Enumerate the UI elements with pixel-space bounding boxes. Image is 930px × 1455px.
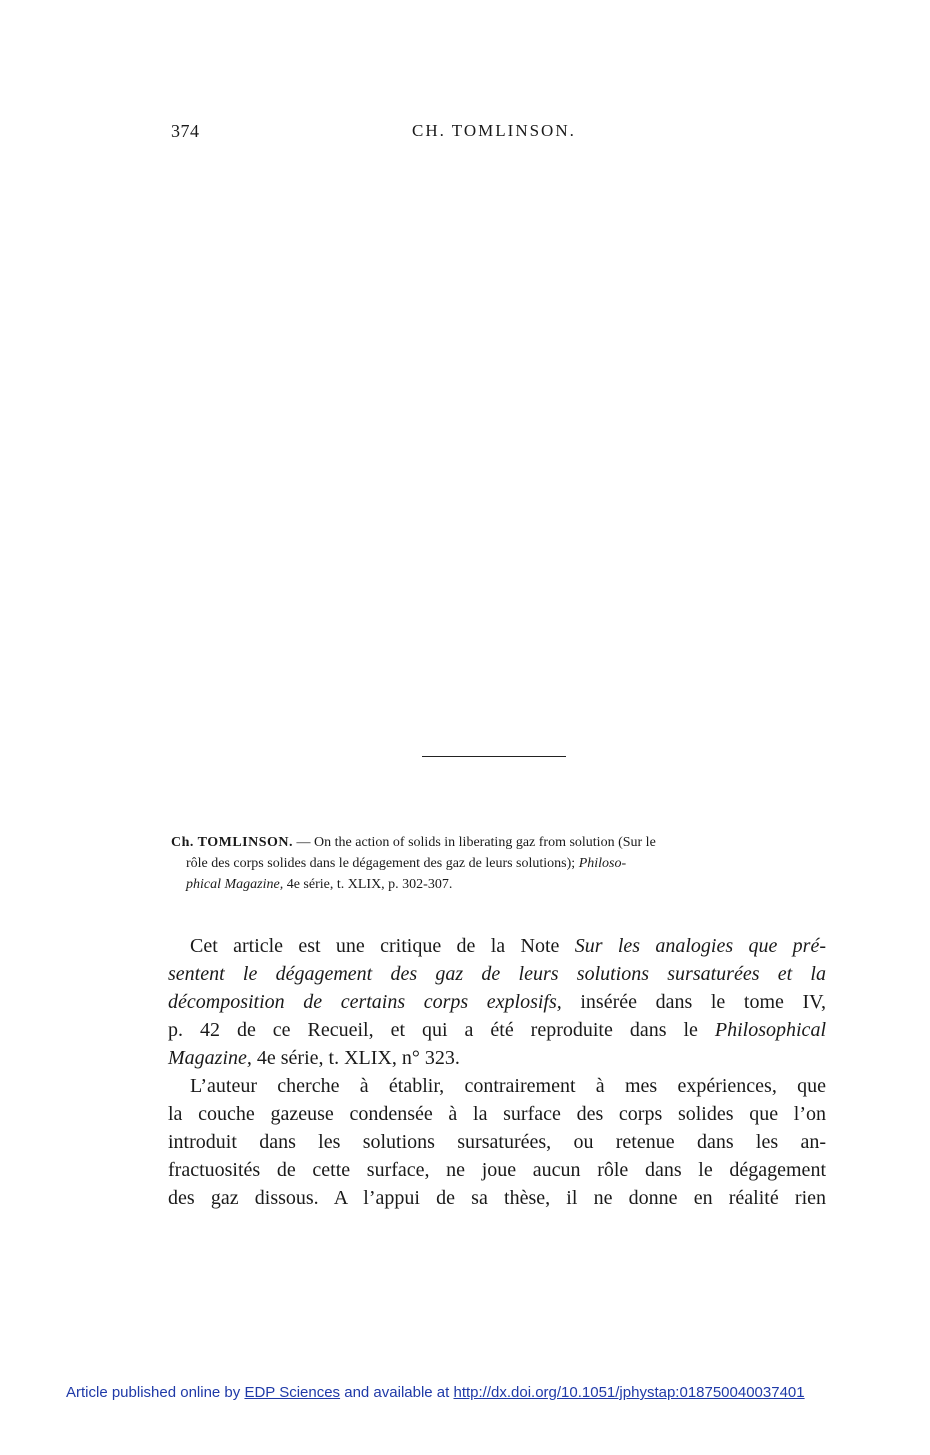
footer-prefix: Article published online by [66, 1384, 245, 1401]
reference-author: Ch. TOMLINSON. [171, 835, 294, 850]
reference-line-3 [171, 874, 825, 895]
p2-line-1: L’auteur cherche à établir, contrairement à mes expériences, que [190, 1075, 826, 1097]
reference-journal-a: Philoso- [578, 856, 627, 871]
article-body [168, 932, 826, 1212]
publisher-link[interactable]: EDP Sciences [244, 1384, 341, 1401]
section-divider [422, 756, 566, 757]
p1-line-4 [168, 1016, 826, 1044]
paragraph-1 [168, 932, 826, 1072]
reference-line-1 [171, 832, 825, 853]
p1-line-5 [168, 1044, 826, 1072]
p1-text: insérée dans le tome IV, [561, 991, 826, 1013]
p2-line-5: des gaz dissous. A l’appui de sa thèse, il ne donne en réalité rien [168, 1187, 826, 1209]
reference-details: 4e série, t. XLIX, p. 302-307. [286, 877, 453, 892]
doi-link[interactable]: http://dx.doi.org/10.1051/jphystap:018750040037401 [453, 1384, 805, 1401]
bibliographic-reference [171, 832, 825, 895]
p1-line-1 [168, 932, 826, 960]
p1-text: p. 42 de ce Recueil, et qui a été reproduite dans le [168, 1019, 715, 1041]
paragraph-2 [168, 1072, 826, 1212]
p1-journal-cont: Magazine, [168, 1047, 252, 1069]
p2-line-4: fractuosités de cette surface, ne joue aucun rôle dans le dégagement [168, 1159, 826, 1181]
reference-title: On the action of solids in liberating gaz from solution (Sur le [314, 835, 656, 850]
footer-middle: and available at [340, 1384, 454, 1401]
reference-french-title: rôle des corps solides dans le dégagement des gaz de leurs solutions); [186, 856, 576, 871]
p2-line-2: la couche gazeuse condensée à la surface des corps solides que l’on [168, 1103, 826, 1125]
p1-line-3 [168, 988, 826, 1016]
p1-text: 4e série, t. XLIX, n° 323. [251, 1047, 460, 1069]
reference-journal-b: phical Magazine, [186, 877, 284, 892]
p1-italic-title-cont: sentent le dégagement des gaz de leurs solutions sursaturées et la [168, 963, 826, 985]
publication-footer [66, 1384, 866, 1401]
p1-italic-title: Sur les analogies que pré- [574, 935, 826, 957]
running-head: CH. TOMLINSON. [412, 121, 576, 140]
page-number: 374 [171, 121, 200, 141]
reference-dash: — [293, 835, 315, 850]
p1-italic-title-end: décomposition de certains corps explosifs, [168, 991, 562, 1013]
p1-line-2 [168, 960, 826, 988]
p1-text: Cet article est une critique de la Note [190, 935, 575, 957]
p2-line-3: introduit dans les solutions sursaturées, ou retenue dans les an- [168, 1131, 826, 1153]
p1-journal: Philosophical [714, 1019, 826, 1041]
reference-line-2 [171, 853, 825, 874]
